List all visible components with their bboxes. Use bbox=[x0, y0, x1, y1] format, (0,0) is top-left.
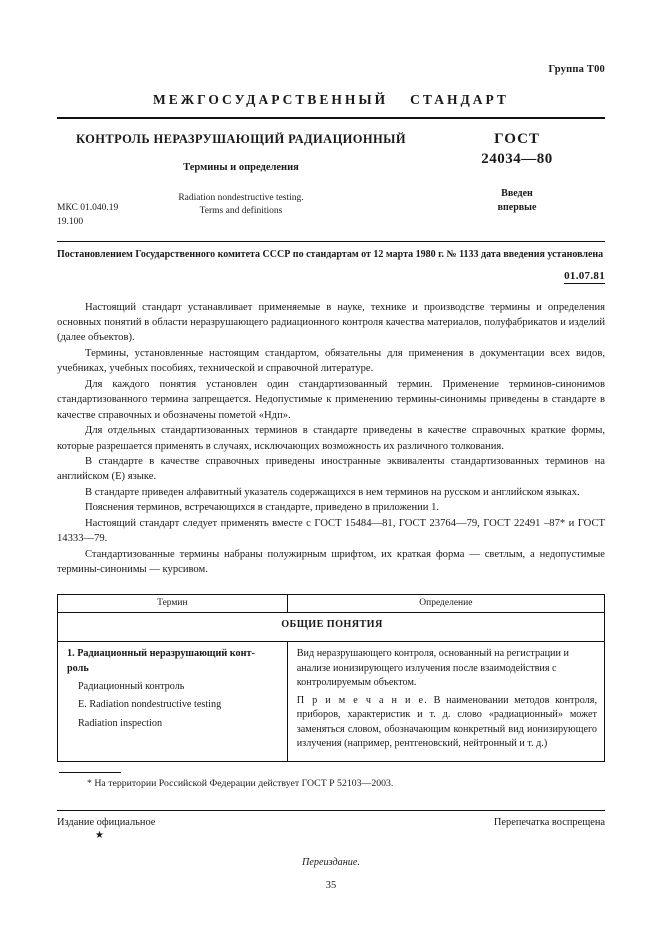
table-column-header-term: Термин bbox=[58, 594, 288, 612]
terms-table bbox=[57, 594, 605, 762]
resolution-text: Постановлением Государственного комитета СССР по стандартам от 12 марта 1980 г. № 1133 дата введения установлена bbox=[57, 249, 604, 260]
title-right-column bbox=[431, 131, 603, 215]
document-subtitle: Термины и определения bbox=[183, 161, 299, 173]
table-section-heading: ОБЩИЕ ПОНЯТИЯ bbox=[58, 612, 605, 641]
term-short-form: Радиационный контроль bbox=[78, 681, 185, 693]
footer-right-text: Перепечатка воспрещена bbox=[493, 817, 605, 828]
page-content-area bbox=[57, 0, 605, 936]
resolution-date-wrap bbox=[57, 270, 605, 282]
table-section-heading-row bbox=[58, 612, 605, 641]
term-name-line1: 1. Радиационный неразрушающий конт- bbox=[67, 648, 255, 660]
introduction-status-line1: Введен bbox=[501, 188, 533, 199]
group-label: Группа Т00 bbox=[548, 64, 605, 75]
introduction-status-line2: впервые bbox=[497, 202, 537, 213]
standard-header-word-1: МЕЖГОСУДАРСТВЕННЫЙ bbox=[153, 92, 389, 107]
table-row bbox=[58, 642, 605, 761]
title-block bbox=[57, 119, 605, 241]
body-paragraph-2: Термины, установленные настоящим стандартом, обязательны для применения в документации всех видов, учебниках, учебных пособиях, технической и справочной литературе. bbox=[57, 347, 605, 375]
document-title: КОНТРОЛЬ НЕРАЗРУШАЮЩИЙ РАДИАЦИОННЫЙ bbox=[76, 132, 406, 146]
mks-code-1: МКС 01.040.19 bbox=[57, 203, 119, 213]
body-paragraph-6: В стандарте приведен алфавитный указатель содержащихся в нем терминов на русском и английском языках. bbox=[85, 486, 580, 498]
document-title-english-line2: Terms and definitions bbox=[199, 205, 283, 216]
introduction-status bbox=[431, 187, 603, 215]
body-paragraph-8: Настоящий стандарт следует применять вместе с ГОСТ 15484—81, ГОСТ 23764—79, ГОСТ 22491 –87* и ГОСТ 14333—79. bbox=[57, 517, 605, 545]
gost-label: ГОСТ bbox=[494, 131, 540, 147]
body-paragraph-5: В стандарте в качестве справочных приведены иностранные эквиваленты стандартизованных терминов на английском (Е) языке. bbox=[57, 456, 605, 483]
body-paragraph-7: Пояснения терминов, встречающихся в стандарте, приведено в приложении 1. bbox=[85, 502, 440, 514]
standard-header-title bbox=[57, 92, 605, 108]
body-paragraph-9: Стандартизованные термины набраны полужирным шрифтом, их краткая форма — светлым, а недопустимые термины-синонимы — курсивом. bbox=[57, 548, 605, 576]
resolution-divider-top bbox=[57, 241, 605, 242]
definition-text: Вид неразрушающего контроля, основанный на регистрации и анализе ионизирующего излучения после взаимодействия с контролируемым объектом. bbox=[296, 648, 569, 689]
table-header-row bbox=[58, 594, 605, 612]
body-paragraph-3: Для каждого понятия установлен один стандартизованный термин. Применение терминов-синонимов стандартизованного термина запрещается. Недопустимые к применению термины-синонимы приведены в стандарте в качестве справочных и обозначены пометой «Ндп». bbox=[57, 378, 605, 421]
footer-divider bbox=[57, 810, 605, 811]
table-cell-definition bbox=[287, 642, 604, 761]
page-number: 35 bbox=[325, 880, 337, 891]
definition-note-text: В наименовании методов контроля, приборов, характеристик и т. д. слово «радиационный» может заменяться словом, обозначающим конкретный вид ионизирующего излучения (например, рентгеновский, нейтронный и т. д.) bbox=[296, 694, 597, 750]
footer-left-text: Издание официальное bbox=[57, 817, 156, 828]
document-title-english-line1: Radiation nondestructive testing. bbox=[178, 192, 304, 203]
footer-row bbox=[57, 817, 605, 828]
reissue-note: Переиздание. bbox=[302, 857, 360, 868]
mks-code-2: 19.100 bbox=[57, 216, 84, 227]
term-name-line2: роль bbox=[67, 662, 89, 674]
table-cell-term bbox=[58, 642, 288, 761]
introduction-body bbox=[57, 300, 605, 578]
footnote-divider bbox=[59, 772, 121, 773]
gost-number: 24034—80 bbox=[481, 151, 553, 167]
term-english-equivalent-2: Radiation inspection bbox=[78, 717, 163, 729]
mks-classification bbox=[57, 202, 118, 230]
definition-note bbox=[297, 694, 597, 752]
body-paragraph-4: Для отдельных стандартизованных терминов в стандарте приведены в качестве справочных краткие формы, которые разрешается применять в случаях, исключающих возможность их различного толкования. bbox=[57, 425, 605, 452]
table-column-header-definition: Определение bbox=[287, 594, 604, 612]
definition-note-label: П р и м е ч а н и е. bbox=[296, 694, 429, 706]
footnote-area bbox=[57, 772, 605, 789]
term-english-equivalent-1: E. Radiation nondestructive testing bbox=[78, 699, 222, 711]
footnote-text: * На территории Российской Федерации действует ГОСТ Р 52103—2003. bbox=[87, 777, 394, 789]
body-paragraph-1: Настоящий стандарт устанавливает применяемые в науке, технике и производстве термины и определения основных понятий в области неразрушающего радиационного контроля качества материалов, полуфабрикатов и изделий (далее объектов). bbox=[57, 301, 605, 344]
standard-header-word-2: СТАНДАРТ bbox=[410, 92, 509, 107]
page-footer bbox=[57, 810, 605, 891]
footer-star-icon: ★ bbox=[95, 830, 104, 841]
resolution-date: 01.07.81 bbox=[564, 269, 605, 282]
